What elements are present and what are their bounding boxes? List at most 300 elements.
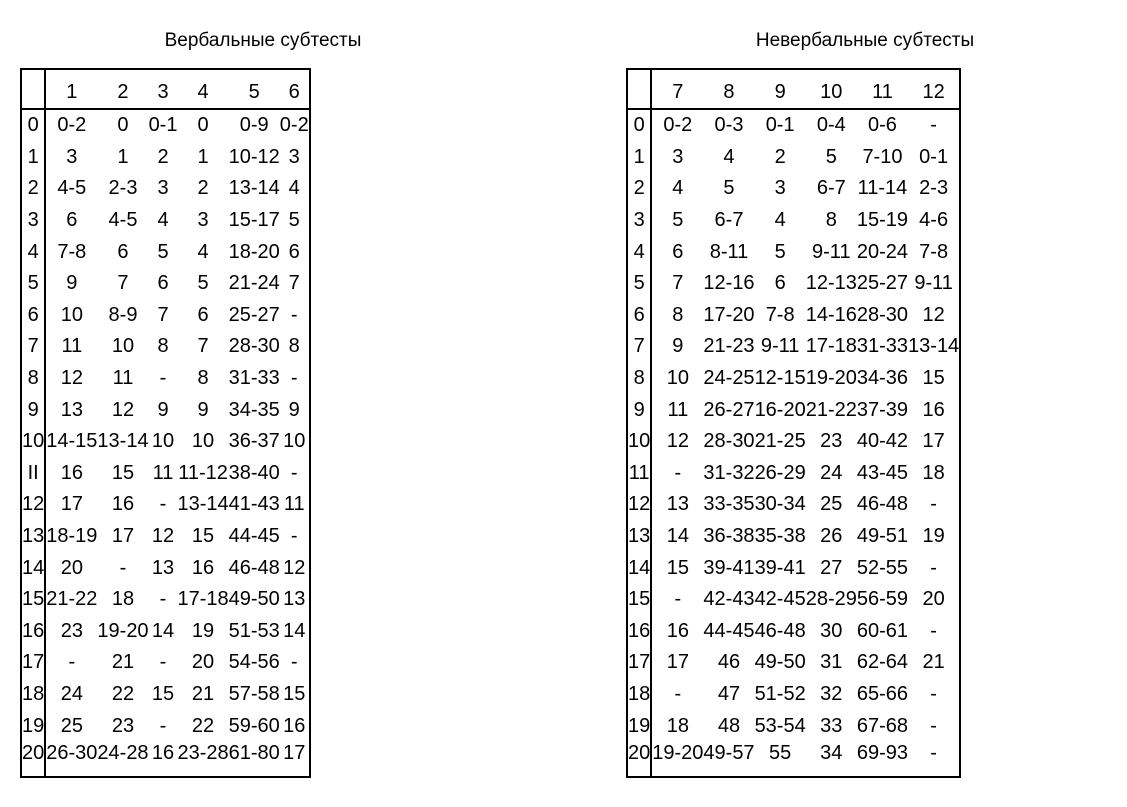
row-index: 6 xyxy=(627,300,651,332)
table-cell: 60-61 xyxy=(856,619,909,642)
table-cell: 31 xyxy=(820,651,843,674)
table-cell: 3 xyxy=(66,145,78,168)
table-row xyxy=(21,331,310,363)
table-row xyxy=(627,173,960,205)
table-cell: 37-39 xyxy=(856,398,909,421)
table-cell: 15 xyxy=(922,367,945,390)
table-cell: 4 xyxy=(157,209,169,232)
table-cell: 12 xyxy=(922,303,945,326)
table-cell: 14-15 xyxy=(46,430,98,453)
table-cell: 3 xyxy=(672,145,684,168)
row-index: 17 xyxy=(21,647,45,679)
table-cell: 49-51 xyxy=(856,525,909,548)
table-cell: 33 xyxy=(820,714,843,737)
table-cell: 12-16 xyxy=(703,272,755,295)
table-row xyxy=(21,616,310,648)
table-cell: 31-32 xyxy=(703,461,755,484)
table-cell: - xyxy=(930,114,937,137)
table-cell: 13-14 xyxy=(228,177,280,200)
table-cell: 3 xyxy=(197,209,209,232)
table-cell: 6 xyxy=(66,209,78,232)
table-row xyxy=(21,300,310,332)
table-cell: 16 xyxy=(922,398,945,421)
table-cell: 22 xyxy=(191,714,215,737)
table-row xyxy=(627,109,960,142)
table-cell: 26 xyxy=(820,525,843,548)
table-cell: 7 xyxy=(288,272,300,295)
row-index: 14 xyxy=(21,552,45,584)
table-cell: 10-12 xyxy=(228,145,280,168)
table-cell: 4-5 xyxy=(108,209,138,232)
table-row xyxy=(627,268,960,300)
table-cell: 17-20 xyxy=(703,303,755,326)
table-cell: 28-30 xyxy=(703,430,755,453)
column-header: 2 xyxy=(97,69,148,109)
table-cell: 10 xyxy=(111,335,135,358)
table-cell: 23 xyxy=(820,430,843,453)
row-index: 1 xyxy=(21,142,45,174)
table-cell: 7 xyxy=(672,272,684,295)
table-cell: 19 xyxy=(922,525,945,548)
row-index: 17 xyxy=(627,647,651,679)
table-cell: 9 xyxy=(288,398,300,421)
table-cell: 12-13 xyxy=(805,272,857,295)
table-cell: 0-1 xyxy=(765,114,795,137)
table-cell: 4 xyxy=(672,177,684,200)
row-index: 7 xyxy=(627,331,651,363)
table-cell: 67-68 xyxy=(856,714,909,737)
row-index: 18 xyxy=(21,679,45,711)
row-index: 19 xyxy=(21,710,45,742)
table-cell: 28-29 xyxy=(805,588,857,611)
table-cell: 13 xyxy=(60,398,83,421)
row-index: 16 xyxy=(627,616,651,648)
table-cell: 4 xyxy=(774,209,786,232)
table-cell: 65-66 xyxy=(856,682,909,705)
table-cell: 20 xyxy=(191,651,215,674)
table-cell: - xyxy=(930,556,937,579)
table-cell: 20-24 xyxy=(856,240,909,263)
table-cell: 19 xyxy=(191,619,215,642)
table-cell: - xyxy=(930,493,937,516)
table-cell: 49-50 xyxy=(754,651,806,674)
table-cell: 23-28 xyxy=(177,741,229,764)
table-cell: 0-1 xyxy=(148,114,178,137)
table-cell: - xyxy=(290,367,298,390)
table-cell: 7-8 xyxy=(765,303,795,326)
table-cell: 34-35 xyxy=(228,398,280,421)
table-row xyxy=(627,679,960,711)
table-cell: 52-55 xyxy=(856,556,909,579)
table-cell: 56-59 xyxy=(856,588,909,611)
table-row xyxy=(627,458,960,490)
table-cell: 9 xyxy=(66,272,78,295)
table-cell: 0-3 xyxy=(714,114,744,137)
table-cell: 4 xyxy=(288,177,300,200)
table-cell: 10 xyxy=(60,303,83,326)
table-cell: 35-38 xyxy=(754,525,806,548)
table-cell: - xyxy=(674,588,682,611)
table-cell: 17 xyxy=(922,430,945,453)
table-cell: 22 xyxy=(111,682,135,705)
table-cell: 54-56 xyxy=(228,651,280,674)
table-cell: 13 xyxy=(666,493,689,516)
table-cell: 21 xyxy=(191,682,215,705)
table-cell: 0 xyxy=(117,114,129,137)
table-cell: 21-24 xyxy=(228,272,280,295)
column-header: 5 xyxy=(229,69,280,109)
table-cell: - xyxy=(290,651,298,674)
column-header: 6 xyxy=(280,69,310,109)
table-cell: - xyxy=(290,461,298,484)
table-cell: 5 xyxy=(157,240,169,263)
table-cell: 14 xyxy=(151,619,175,642)
table-cell: 49-57 xyxy=(703,741,755,764)
table-cell: 55 xyxy=(769,741,792,764)
table-cell: 4-6 xyxy=(919,209,949,232)
table-cell: 24-28 xyxy=(97,741,149,764)
table-row xyxy=(21,584,310,616)
table-row xyxy=(21,363,310,395)
table-cell: 31-33 xyxy=(228,367,280,390)
table-cell: 14 xyxy=(283,619,306,642)
table-cell: 20 xyxy=(60,556,83,579)
header-row xyxy=(627,69,960,109)
table-cell: 0-2 xyxy=(279,114,309,137)
row-index: 9 xyxy=(627,394,651,426)
table-cell: - xyxy=(159,367,167,390)
table-cell: 51-53 xyxy=(228,619,280,642)
row-index: 11 xyxy=(627,458,651,490)
nonverbal-subtests-table xyxy=(626,68,961,778)
table-cell: 16 xyxy=(191,556,215,579)
table-cell: 5 xyxy=(197,272,209,295)
table-cell: 12 xyxy=(151,525,175,548)
table-cell: 33-35 xyxy=(703,493,755,516)
row-index: 12 xyxy=(21,489,45,521)
table-cell: 18-19 xyxy=(46,525,98,548)
row-index: 4 xyxy=(21,236,45,268)
table-row xyxy=(21,394,310,426)
table-cell: 10 xyxy=(283,430,306,453)
row-index: 3 xyxy=(627,205,651,237)
table-cell: 16 xyxy=(666,619,689,642)
table-cell: 5 xyxy=(825,145,837,168)
table-cell: 59-60 xyxy=(228,714,280,737)
table-cell: 10 xyxy=(191,430,215,453)
table-cell: - xyxy=(290,303,298,326)
table-cell: 17-18 xyxy=(177,588,229,611)
row-index: 6 xyxy=(21,300,45,332)
table-cell: 17 xyxy=(60,493,83,516)
table-cell: 2-3 xyxy=(919,177,949,200)
table-cell: 42-45 xyxy=(754,588,806,611)
table-cell: 16 xyxy=(60,461,83,484)
table-row xyxy=(21,647,310,679)
table-cell: 34-36 xyxy=(856,367,909,390)
table-cell: 0-2 xyxy=(57,114,87,137)
table-cell: 9-11 xyxy=(914,272,953,295)
table-cell: 8 xyxy=(825,209,837,232)
table-row xyxy=(627,742,960,777)
table-row xyxy=(627,710,960,742)
table-cell: 25 xyxy=(820,493,843,516)
column-header: 1 xyxy=(45,69,97,109)
table-cell: 38-40 xyxy=(228,461,280,484)
table-cell: 39-41 xyxy=(754,556,806,579)
table-cell: - xyxy=(674,461,682,484)
table-cell: 12 xyxy=(111,398,135,421)
table-row xyxy=(627,489,960,521)
table-cell: 8-9 xyxy=(108,303,138,326)
table-cell: 13-14 xyxy=(908,335,960,358)
row-index: 8 xyxy=(627,363,651,395)
column-header: 7 xyxy=(651,69,703,109)
table-cell: 7-8 xyxy=(57,240,87,263)
table-cell: 6-7 xyxy=(816,177,846,200)
table-cell: 4 xyxy=(197,240,209,263)
table-cell: 4-5 xyxy=(57,177,87,200)
table-row xyxy=(627,616,960,648)
table-cell: 2-3 xyxy=(108,177,138,200)
table-cell: 11 xyxy=(667,398,689,421)
table-cell: 6-7 xyxy=(714,209,744,232)
row-index: 13 xyxy=(627,521,651,553)
table-cell: 25 xyxy=(60,714,83,737)
table-cell: 5 xyxy=(723,177,735,200)
table-cell: 23 xyxy=(60,619,83,642)
table-cell: 2 xyxy=(157,145,169,168)
row-index: 4 xyxy=(627,236,651,268)
table-cell: 15-17 xyxy=(228,209,280,232)
table-cell: 15 xyxy=(151,682,175,705)
table-cell: - xyxy=(930,619,937,642)
row-index: 15 xyxy=(627,584,651,616)
table-row xyxy=(21,679,310,711)
table-row xyxy=(21,426,310,458)
table-cell: 25-27 xyxy=(228,303,280,326)
table-cell: 11-14 xyxy=(857,177,908,200)
row-index: 9 xyxy=(21,394,45,426)
table-cell: 17 xyxy=(666,651,689,674)
table-cell: 6 xyxy=(117,240,129,263)
table-cell: 11 xyxy=(152,461,174,484)
table-cell: 25-27 xyxy=(856,272,909,295)
row-index: 18 xyxy=(627,679,651,711)
table-cell: 11 xyxy=(61,335,83,358)
table-cell: 7-10 xyxy=(862,145,903,168)
row-index: 0 xyxy=(627,109,651,142)
table-cell: 19-20 xyxy=(97,619,149,642)
table-cell: 21-23 xyxy=(703,335,755,358)
table-row xyxy=(627,394,960,426)
table-cell: 23 xyxy=(111,714,135,737)
row-index: 0 xyxy=(21,109,45,142)
table-cell: 21 xyxy=(922,651,945,674)
table-cell: 13 xyxy=(151,556,175,579)
table-cell: 10 xyxy=(151,430,175,453)
table-cell: - xyxy=(119,556,127,579)
row-index: 1 xyxy=(627,142,651,174)
table-cell: 69-93 xyxy=(856,741,909,764)
table-cell: 31-33 xyxy=(856,335,909,358)
table-cell: 39-41 xyxy=(703,556,755,579)
table-cell: 46-48 xyxy=(228,556,280,579)
table-cell: 46-48 xyxy=(856,493,909,516)
corner-cell xyxy=(627,69,651,109)
table-cell: - xyxy=(930,682,937,705)
table-cell: 2 xyxy=(197,177,209,200)
table-cell: 8 xyxy=(157,335,169,358)
table-cell: 19-20 xyxy=(652,741,704,764)
table-cell: 7 xyxy=(117,272,129,295)
corner-cell xyxy=(21,69,45,109)
column-header: 12 xyxy=(908,69,960,109)
table-cell: 12 xyxy=(283,556,306,579)
table-cell: 13 xyxy=(283,588,306,611)
table-cell: 21 xyxy=(111,651,135,674)
table-cell: 17 xyxy=(283,741,306,764)
table-cell: - xyxy=(159,588,167,611)
table-cell: 1 xyxy=(197,145,209,168)
table-cell: 18 xyxy=(922,461,945,484)
table-cell: 19-20 xyxy=(805,367,857,390)
table-cell: 53-54 xyxy=(754,714,806,737)
table-row xyxy=(627,426,960,458)
column-header: 11 xyxy=(857,69,908,109)
table-cell: 27 xyxy=(820,556,843,579)
table-row xyxy=(21,173,310,205)
table-cell: 6 xyxy=(672,240,684,263)
row-index: 14 xyxy=(627,552,651,584)
row-index: 5 xyxy=(627,268,651,300)
table-cell: 7 xyxy=(157,303,169,326)
table-cell: 3 xyxy=(288,145,300,168)
table-cell: 62-64 xyxy=(856,651,909,674)
table-cell: 43-45 xyxy=(856,461,909,484)
table-cell: 9-11 xyxy=(760,335,800,358)
table-row xyxy=(21,710,310,742)
table-row xyxy=(627,331,960,363)
table-cell: - xyxy=(930,741,937,764)
table-cell: 11 xyxy=(283,493,305,516)
table-cell: 6 xyxy=(157,272,169,295)
table-cell: 51-52 xyxy=(754,682,806,705)
row-index: 8 xyxy=(21,363,45,395)
table-cell: 36-37 xyxy=(228,430,280,453)
row-index: 12 xyxy=(627,489,651,521)
table-cell: 0-1 xyxy=(919,145,949,168)
row-index: 16 xyxy=(21,616,45,648)
table-row xyxy=(627,552,960,584)
table-cell: 40-42 xyxy=(856,430,909,453)
row-index: 10 xyxy=(627,426,651,458)
table-cell: - xyxy=(68,651,76,674)
table-cell: 18 xyxy=(111,588,135,611)
table-cell: 13-14 xyxy=(177,493,229,516)
table-cell: 15 xyxy=(666,556,689,579)
table-row xyxy=(627,205,960,237)
table-cell: 18-20 xyxy=(228,240,280,263)
table-cell: 28-30 xyxy=(856,303,909,326)
table-cell: 8-11 xyxy=(709,240,749,263)
verbal-subtests-table xyxy=(20,68,311,778)
table-cell: 11 xyxy=(112,367,134,390)
table-cell: 21-25 xyxy=(754,430,806,453)
column-header: 9 xyxy=(755,69,806,109)
table-cell: - xyxy=(159,493,167,516)
row-index: 20 xyxy=(627,742,651,777)
table-row xyxy=(21,268,310,300)
table-cell: 9 xyxy=(157,398,169,421)
header-row xyxy=(21,69,310,109)
table-cell: 17-18 xyxy=(805,335,857,358)
table-cell: - xyxy=(930,714,937,737)
table-cell: 24-25 xyxy=(703,367,755,390)
table-cell: 5 xyxy=(672,209,684,232)
table-cell: 12-15 xyxy=(754,367,806,390)
table-row xyxy=(627,647,960,679)
table-cell: 5 xyxy=(774,240,786,263)
table-cell: 1 xyxy=(117,145,129,168)
column-header: 10 xyxy=(806,69,857,109)
table-cell: 18 xyxy=(666,714,689,737)
table-cell: 10 xyxy=(666,367,689,390)
row-index: 7 xyxy=(21,331,45,363)
table-cell: 47 xyxy=(717,682,741,705)
table-cell: 44-45 xyxy=(228,525,280,548)
table-cell: 30-34 xyxy=(754,493,806,516)
table-cell: 4 xyxy=(723,145,735,168)
table-row xyxy=(21,521,310,553)
table-cell: 0 xyxy=(197,114,209,137)
table-cell: 24 xyxy=(60,682,83,705)
table-row xyxy=(627,236,960,268)
table-cell: 16 xyxy=(111,493,135,516)
table-cell: 8 xyxy=(197,367,209,390)
row-index: 2 xyxy=(21,173,45,205)
table-cell: 9 xyxy=(672,335,684,358)
table-cell: 6 xyxy=(288,240,300,263)
table-row xyxy=(627,363,960,395)
table-row xyxy=(21,236,310,268)
table-cell: 30 xyxy=(820,619,843,642)
table-cell: 36-38 xyxy=(703,525,755,548)
table-cell: 15 xyxy=(191,525,215,548)
table-cell: 8 xyxy=(672,303,684,326)
table-cell: 6 xyxy=(197,303,209,326)
table-cell: 7-8 xyxy=(919,240,949,263)
table-cell: - xyxy=(290,525,298,548)
table-cell: 12 xyxy=(666,430,689,453)
column-header: 4 xyxy=(177,69,228,109)
table-cell: 21-22 xyxy=(805,398,857,421)
table-row xyxy=(21,552,310,584)
table-cell: 49-50 xyxy=(228,588,280,611)
table-cell: 6 xyxy=(774,272,786,295)
row-index: II xyxy=(21,458,45,490)
table-cell: 48 xyxy=(717,714,741,737)
table-cell: 0-2 xyxy=(663,114,693,137)
verbal-title: Вербальные субтесты xyxy=(164,30,362,51)
table-cell: 13-14 xyxy=(97,430,149,453)
row-index: 10 xyxy=(21,426,45,458)
table-cell: 3 xyxy=(157,177,169,200)
table-cell: 57-58 xyxy=(228,682,280,705)
table-cell: 34 xyxy=(820,741,843,764)
table-row xyxy=(21,205,310,237)
table-cell: 26-30 xyxy=(46,741,98,764)
